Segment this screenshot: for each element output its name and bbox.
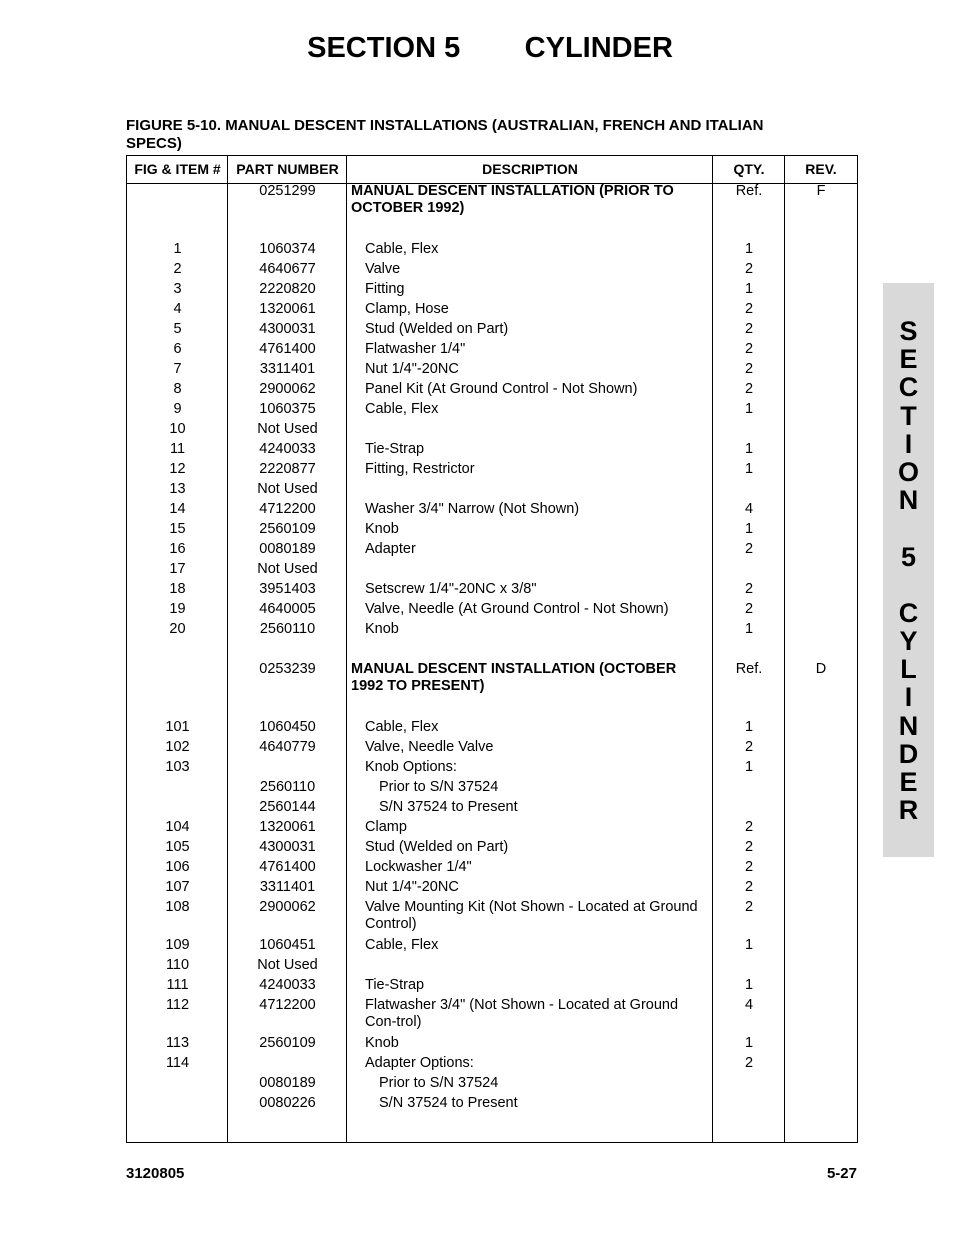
fig-item-cell: 106 xyxy=(165,859,190,875)
fig-item-cell: 110 xyxy=(165,957,190,973)
part-number-cell: 4640677 xyxy=(259,261,316,277)
description-cell: Setscrew 1/4"-20NC x 3/8" xyxy=(365,581,537,597)
fig-item-cell: 3 xyxy=(173,281,182,297)
qty-cell: 1 xyxy=(744,441,754,457)
fig-item-cell: 114 xyxy=(165,1055,190,1071)
table-row xyxy=(127,521,857,541)
side-tab-letter: I xyxy=(904,682,913,713)
section-title: SECTION 5 CYLINDER xyxy=(307,32,673,64)
side-tab-letters xyxy=(883,317,934,824)
side-tab-letter: 5 xyxy=(900,541,917,572)
table-row xyxy=(127,839,857,859)
header-description: DESCRIPTION xyxy=(482,161,578,177)
table-row xyxy=(127,859,857,879)
description-cell: Valve Mounting Kit (Not Shown - Located at Ground Control) xyxy=(365,899,698,932)
part-number-cell: 2900062 xyxy=(259,381,316,397)
table-row xyxy=(127,441,857,461)
side-tab-letter: Y xyxy=(899,626,918,657)
document-number: 3120805 xyxy=(126,1165,185,1182)
table-row xyxy=(127,739,857,759)
header-fig-item: FIG & ITEM # xyxy=(134,161,221,177)
description-cell: Fitting xyxy=(365,281,405,297)
section-side-tab xyxy=(883,283,934,857)
table-row xyxy=(127,879,857,899)
fig-item-cell: 19 xyxy=(169,601,186,617)
fig-item-cell: 1 xyxy=(173,241,182,257)
table-row xyxy=(127,779,857,799)
part-number-cell: Not Used xyxy=(257,481,318,497)
description-cell: Fitting, Restrictor xyxy=(365,461,475,477)
table-row xyxy=(127,401,857,421)
fig-item-cell: 111 xyxy=(166,977,189,993)
description-cell: Tie-Strap xyxy=(365,441,425,457)
fig-item-cell: 9 xyxy=(173,401,182,417)
table-row xyxy=(127,481,857,501)
table-row xyxy=(127,421,857,441)
side-tab-letter: C xyxy=(898,372,919,403)
qty-cell: 1 xyxy=(744,461,754,477)
qty-cell: 2 xyxy=(744,541,754,557)
qty-cell: 1 xyxy=(744,401,754,417)
side-tab-letter: S xyxy=(899,316,918,346)
description-cell: Stud (Welded on Part) xyxy=(365,321,509,337)
description-cell: Prior to S/N 37524 xyxy=(379,779,499,795)
part-number-cell: 2560109 xyxy=(259,1035,316,1051)
table-row xyxy=(127,461,857,481)
fig-item-cell: 12 xyxy=(169,461,186,477)
qty-cell: 1 xyxy=(744,759,754,775)
fig-item-cell: 4 xyxy=(173,301,182,317)
description-cell: Panel Kit (At Ground Control - Not Shown) xyxy=(365,381,638,397)
side-tab-letter: T xyxy=(900,400,917,431)
description-cell: Valve, Needle (At Ground Control - Not Shown) xyxy=(365,601,669,617)
description-cell: Cable, Flex xyxy=(365,937,439,953)
part-number-cell: 3311401 xyxy=(259,361,316,377)
fig-item-cell: 2 xyxy=(173,261,182,277)
qty-cell: 2 xyxy=(744,261,754,277)
qty-cell: 1 xyxy=(744,281,754,297)
table-row xyxy=(127,1095,857,1115)
qty-cell: 2 xyxy=(744,859,754,875)
qty-cell: 1 xyxy=(744,719,754,735)
side-tab-letter: C xyxy=(898,597,919,628)
table-row xyxy=(127,601,857,621)
qty-cell: 1 xyxy=(744,241,754,257)
table-row xyxy=(127,819,857,839)
description-cell: Adapter xyxy=(365,541,416,557)
side-tab-letter: E xyxy=(899,767,918,797)
table-row xyxy=(127,341,857,361)
figure-title: FIGURE 5-10. MANUAL DESCENT INSTALLATIONS (AUSTRALIAN, FRENCH AND ITALIAN SPECS) xyxy=(126,117,764,152)
part-number-cell: Not Used xyxy=(257,561,318,577)
fig-item-cell: 5 xyxy=(173,321,182,337)
description-cell: Valve xyxy=(365,261,401,277)
qty-cell: 1 xyxy=(744,937,754,953)
part-number-cell: 4640779 xyxy=(259,739,316,755)
table-row xyxy=(127,997,857,1035)
description-cell: Knob xyxy=(365,621,399,637)
part-number-cell: 3951403 xyxy=(259,581,316,597)
part-number-cell: 4640005 xyxy=(259,601,316,617)
table-row xyxy=(127,759,857,779)
qty-cell: 2 xyxy=(744,879,754,895)
fig-item-cell: 101 xyxy=(165,719,190,735)
description-cell: Tie-Strap xyxy=(365,977,425,993)
table-row xyxy=(127,361,857,381)
table-row xyxy=(127,501,857,521)
table-row xyxy=(127,1075,857,1095)
table-row xyxy=(127,957,857,977)
fig-item-cell: 10 xyxy=(169,421,186,437)
page-number: 5-27 xyxy=(826,1165,857,1182)
part-number-cell: 2220877 xyxy=(259,461,316,477)
header-rev: REV. xyxy=(805,161,837,177)
fig-item-cell: 16 xyxy=(169,541,186,557)
qty-cell: 2 xyxy=(744,899,754,915)
table-row xyxy=(127,261,857,281)
part-number-cell: 1320061 xyxy=(259,819,316,835)
qty-cell: 2 xyxy=(744,739,754,755)
fig-item-cell: 104 xyxy=(165,819,190,835)
description-cell: Clamp, Hose xyxy=(365,301,449,317)
description-cell: Cable, Flex xyxy=(365,241,439,257)
qty-cell: 1 xyxy=(744,977,754,993)
side-tab-letter: L xyxy=(900,654,917,685)
part-number-cell: 2220820 xyxy=(259,281,316,297)
description-cell: Knob Options: xyxy=(365,759,457,775)
qty-cell: 2 xyxy=(744,301,754,317)
fig-item-cell: 108 xyxy=(165,899,190,915)
table-row xyxy=(127,581,857,601)
description-cell: Adapter Options: xyxy=(365,1055,474,1071)
table-row xyxy=(127,799,857,819)
table-row xyxy=(127,1055,857,1075)
fig-item-cell: 107 xyxy=(165,879,190,895)
side-tab-letter: O xyxy=(897,456,919,487)
fig-item-cell: 11 xyxy=(169,441,186,457)
part-number-cell: 4761400 xyxy=(259,859,316,875)
description-cell: Flatwasher 3/4" (Not Shown - Located at Ground Con-trol) xyxy=(365,997,679,1030)
qty-cell: 2 xyxy=(744,1055,754,1071)
description-cell: S/N 37524 to Present xyxy=(379,1095,518,1111)
fig-item-cell: 105 xyxy=(165,839,190,855)
description-cell: Stud (Welded on Part) xyxy=(365,839,509,855)
part-number-cell: 1060374 xyxy=(259,241,316,257)
fig-item-cell: 13 xyxy=(169,481,186,497)
description-cell: Knob xyxy=(365,1035,399,1051)
table-header xyxy=(127,156,857,184)
part-number-cell: 2560109 xyxy=(259,521,316,537)
fig-item-cell: 8 xyxy=(173,381,182,397)
table-row xyxy=(127,381,857,401)
part-number-cell: 1320061 xyxy=(259,301,316,317)
side-tab-letter: N xyxy=(898,710,919,741)
part-number-cell: 4240033 xyxy=(259,977,316,993)
qty-cell: 4 xyxy=(744,501,754,517)
fig-item-cell: 20 xyxy=(169,621,186,637)
description-cell: Lockwasher 1/4" xyxy=(365,859,472,875)
part-number-cell: 0253239 xyxy=(259,661,316,677)
table-row xyxy=(127,937,857,957)
part-number-cell: 1060450 xyxy=(259,719,316,735)
header-part-number: PART NUMBER xyxy=(236,161,339,177)
part-number-cell: 0080189 xyxy=(259,1075,316,1091)
qty-cell: 2 xyxy=(744,381,754,397)
part-number-cell: 3311401 xyxy=(259,879,316,895)
fig-item-cell: 7 xyxy=(173,361,182,377)
qty-cell: 2 xyxy=(744,321,754,337)
table-row xyxy=(127,719,857,739)
fig-item-cell: 14 xyxy=(169,501,186,517)
part-number-cell: 4300031 xyxy=(259,321,316,337)
fig-item-cell: 6 xyxy=(173,341,182,357)
fig-item-cell: 112 xyxy=(165,997,190,1013)
parts-table xyxy=(126,155,858,1143)
fig-item-cell: 109 xyxy=(165,937,190,953)
table-row xyxy=(127,281,857,301)
part-number-cell: 1060451 xyxy=(259,937,316,953)
part-number-cell: 4712200 xyxy=(259,501,316,517)
qty-cell: 2 xyxy=(744,839,754,855)
side-tab-letter: N xyxy=(898,485,919,516)
description-cell: Clamp xyxy=(365,819,407,835)
qty-cell: 4 xyxy=(744,997,754,1013)
side-tab-letter: I xyxy=(904,428,913,459)
part-number-cell: 1060375 xyxy=(259,401,316,417)
part-number-cell: 4240033 xyxy=(259,441,316,457)
rev-cell: F xyxy=(816,183,826,199)
side-tab-letter: E xyxy=(899,344,918,375)
table-row xyxy=(127,899,857,937)
part-number-cell: Not Used xyxy=(257,957,318,973)
qty-cell: 2 xyxy=(744,341,754,357)
part-number-cell: 4300031 xyxy=(259,839,316,855)
description-cell: Flatwasher 1/4" xyxy=(365,341,466,357)
table-row xyxy=(127,321,857,341)
part-number-cell: 2560110 xyxy=(259,779,316,795)
description-cell: Prior to S/N 37524 xyxy=(379,1075,499,1091)
table-row xyxy=(127,561,857,581)
fig-item-cell: 102 xyxy=(165,739,190,755)
table-row xyxy=(127,541,857,561)
description-cell: Valve, Needle Valve xyxy=(365,739,494,755)
part-number-cell: 2560144 xyxy=(259,799,316,815)
table-row xyxy=(127,621,857,661)
description-cell: Cable, Flex xyxy=(365,401,439,417)
fig-item-cell: 15 xyxy=(169,521,186,537)
fig-item-cell: 113 xyxy=(165,1035,190,1051)
part-number-cell: 2560110 xyxy=(259,621,316,637)
table-row xyxy=(127,183,857,241)
description-cell: MANUAL DESCENT INSTALLATION (PRIOR TO OCTOBER 1992) xyxy=(351,183,674,216)
table-row xyxy=(127,301,857,321)
qty-cell: 2 xyxy=(744,581,754,597)
header-qty: QTY. xyxy=(733,161,765,177)
part-number-cell: Not Used xyxy=(257,421,318,437)
part-number-cell: 0080189 xyxy=(259,541,316,557)
description-cell: MANUAL DESCENT INSTALLATION (OCTOBER 1992 TO PRESENT) xyxy=(351,661,677,694)
part-number-cell: 4712200 xyxy=(259,997,316,1013)
description-cell: Nut 1/4"-20NC xyxy=(365,361,459,377)
qty-cell: 2 xyxy=(744,601,754,617)
rev-cell: D xyxy=(815,661,827,677)
table-body xyxy=(127,183,857,1115)
fig-item-cell: 17 xyxy=(169,561,186,577)
description-cell: S/N 37524 to Present xyxy=(379,799,518,815)
side-tab-letter: D xyxy=(898,738,919,769)
table-row xyxy=(127,977,857,997)
description-cell: Cable, Flex xyxy=(365,719,439,735)
qty-cell: 1 xyxy=(744,521,754,537)
qty-cell: Ref. xyxy=(735,183,763,199)
table-row xyxy=(127,661,857,719)
description-cell: Washer 3/4" Narrow (Not Shown) xyxy=(365,501,580,517)
qty-cell: Ref. xyxy=(735,661,763,677)
table-row xyxy=(127,1035,857,1055)
fig-item-cell: 103 xyxy=(165,759,190,775)
part-number-cell: 4761400 xyxy=(259,341,316,357)
part-number-cell: 2900062 xyxy=(259,899,316,915)
qty-cell: 2 xyxy=(744,361,754,377)
description-cell: Knob xyxy=(365,521,399,537)
qty-cell: 1 xyxy=(744,621,754,637)
qty-cell: 2 xyxy=(744,819,754,835)
description-cell: Nut 1/4"-20NC xyxy=(365,879,459,895)
side-tab-letter: R xyxy=(898,795,919,826)
table-row xyxy=(127,241,857,261)
part-number-cell: 0251299 xyxy=(259,183,316,199)
fig-item-cell: 18 xyxy=(169,581,186,597)
part-number-cell: 0080226 xyxy=(259,1095,316,1111)
qty-cell: 1 xyxy=(744,1035,754,1051)
